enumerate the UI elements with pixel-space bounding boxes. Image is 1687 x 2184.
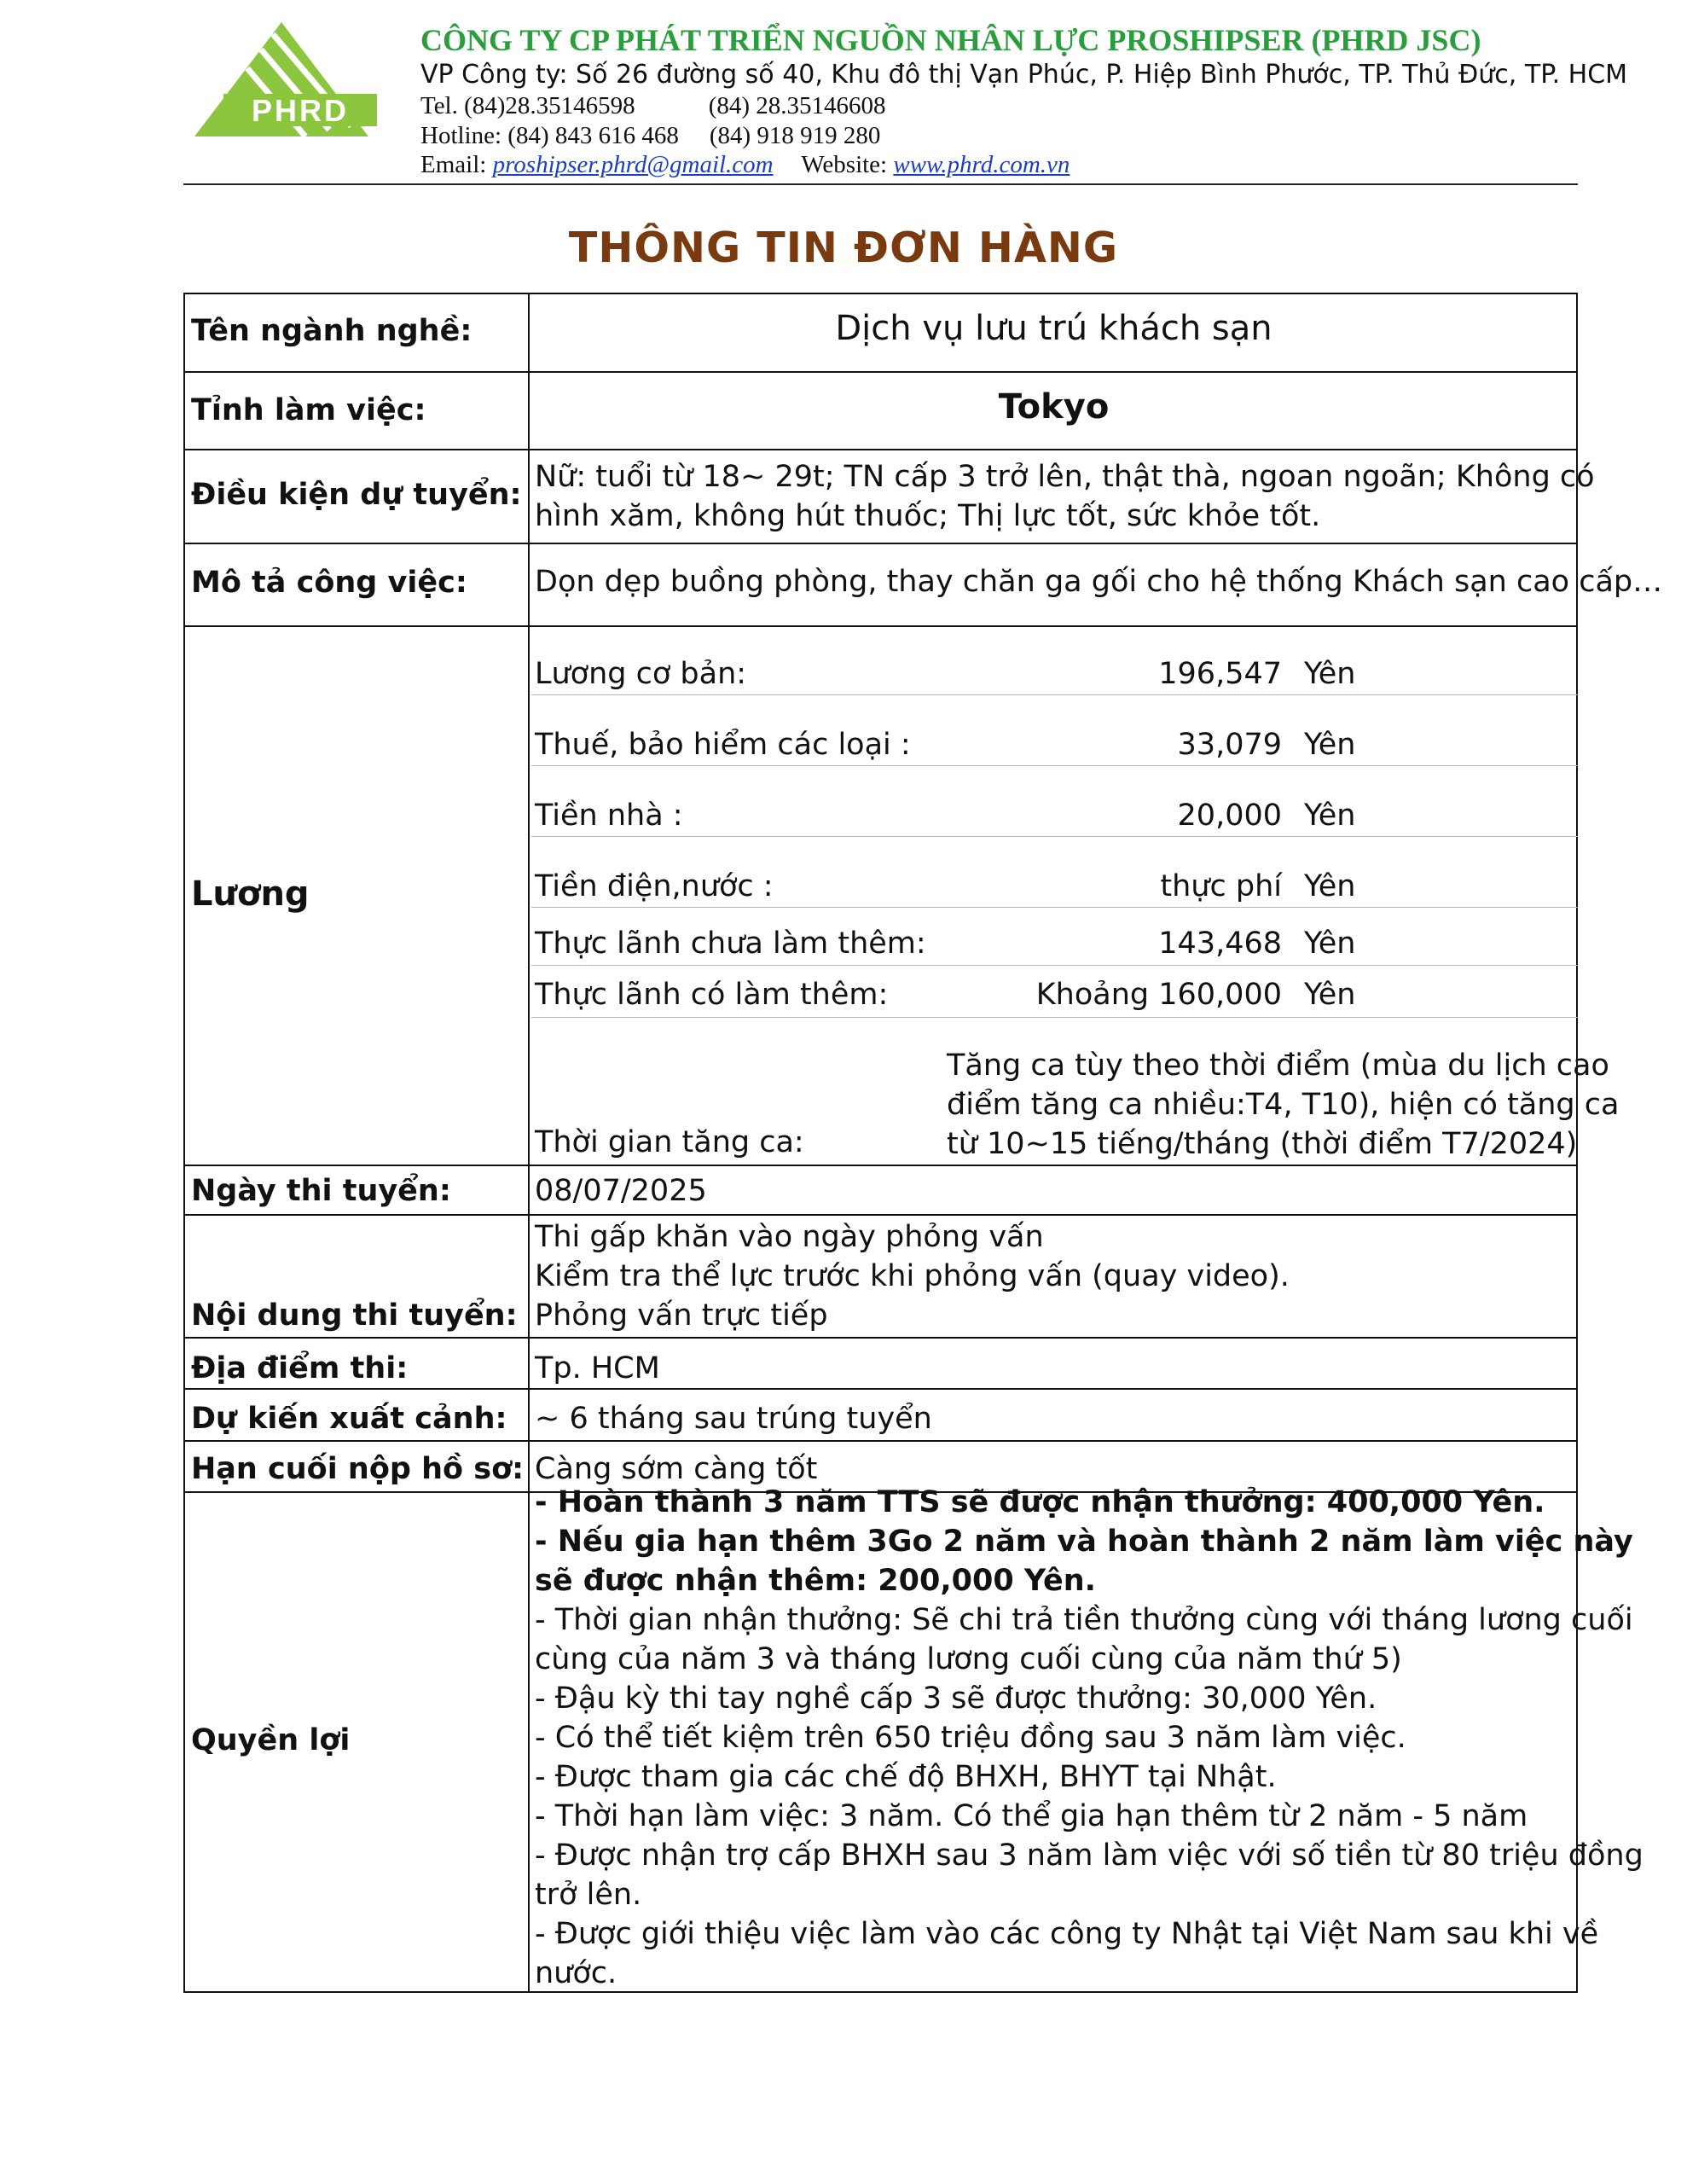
benefit-line: - Nếu gia hạn thêm 3Go 2 năm và hoàn thành 2 năm làm việc này [535, 1525, 1633, 1559]
row-divider [183, 1214, 1578, 1216]
exam-content-value: Thi gấp khăn vào ngày phỏng vấn Kiểm tra thể lực trước khi phỏng vấn (quay video). Phỏng vấn trực tiếp [535, 1220, 1290, 1333]
salary-item-unit: Yên [1304, 728, 1356, 762]
job-field-value: Dịch vụ lưu trú khách sạn [835, 309, 1272, 348]
benefit-line: - Được tham gia các chế độ BHXH, BHYT tại Nhật. [535, 1760, 1277, 1794]
company-contact: Email: proshipser.phrd@gmail.com Website: www.phrd.com.vn [420, 151, 1070, 178]
salary-item-amount: 143,468 [1158, 926, 1282, 961]
row-divider [183, 1337, 1578, 1339]
row-divider [183, 625, 1578, 627]
job-description-label: Mô tả công việc: [191, 566, 467, 600]
benefits-value [535, 1483, 1644, 1993]
salary-item-unit: Yên [1304, 869, 1356, 903]
job-description-value: Dọn dẹp buồng phòng, thay chăn ga gối cho hệ thống Khách sạn cao cấp… [535, 565, 1663, 599]
exam-location-value: Tp. HCM [535, 1351, 660, 1385]
salary-item-label: Thực lãnh chưa làm thêm: [535, 926, 926, 961]
salary-item-amount: 196,547 [1158, 657, 1282, 691]
salary-item-amount: Khoảng 160,000 [1035, 978, 1282, 1012]
benefit-line: - Thời gian nhận thưởng: Sẽ chi trả tiền thưởng cùng với tháng lương cuối [535, 1603, 1633, 1637]
benefits-label: Quyền lợi [191, 1723, 351, 1757]
benefit-line: - Được giới thiệu việc làm vào các công ty Nhật tại Việt Nam sau khi về [535, 1917, 1599, 1951]
salary-item-label: Thực lãnh có làm thêm: [535, 978, 889, 1012]
row-divider [183, 1440, 1578, 1442]
benefit-line: - Được nhận trợ cấp BHXH sau 3 năm làm việc với số tiền từ 80 triệu đồng [535, 1838, 1644, 1873]
row-divider [183, 449, 1578, 450]
requirements-value: Nữ: tuổi từ 18~ 29t; TN cấp 3 trở lên, thật thà, ngoan ngoãn; Không có hình xăm, không hút thuốc; Thị lực tốt, sức khỏe tốt. [535, 460, 1595, 533]
benefit-line: - Có thể tiết kiệm trên 650 triệu đồng sau 3 năm làm việc. [535, 1721, 1406, 1755]
salary-divider [531, 765, 1578, 766]
salary-divider [531, 907, 1578, 908]
page-title: THÔNG TIN ĐƠN HÀNG [568, 224, 1119, 272]
salary-item-unit: Yên [1304, 926, 1356, 961]
salary-divider [531, 836, 1578, 837]
salary-divider [531, 965, 1578, 966]
benefit-line: - Đậu kỳ thi tay nghề cấp 3 sẽ được thưởng: 30,000 Yên. [535, 1682, 1377, 1716]
row-divider [183, 543, 1578, 544]
overtime-value: Tăng ca tùy theo thời điểm (mùa du lịch cao điểm tăng ca nhiều:T4, T10), hiện có tăng ca từ 10~15 tiếng/tháng (thời điểm T7/2024) [947, 1048, 1620, 1161]
deadline-label: Hạn cuối nộp hồ sơ: [191, 1452, 525, 1486]
salary-divider [531, 1017, 1578, 1018]
work-province-value: Tokyo [998, 387, 1110, 427]
overtime-label: Thời gian tăng ca: [535, 1125, 804, 1159]
row-divider [183, 371, 1578, 373]
salary-item-unit: Yên [1304, 657, 1356, 691]
website-link[interactable]: www.phrd.com.vn [893, 151, 1070, 178]
table-column-divider [528, 293, 530, 1993]
exam-location-label: Địa điểm thi: [191, 1351, 409, 1385]
salary-divider [531, 694, 1578, 695]
salary-item-label: Lương cơ bản: [535, 657, 747, 691]
company-name: CÔNG TY CP PHÁT TRIỂN NGUỒN NHÂN LỰC PROSHIPSER (PHRD JSC) [420, 23, 1481, 57]
salary-item-amount: thực phí [1160, 869, 1282, 903]
departure-value: ~ 6 tháng sau trúng tuyển [535, 1402, 932, 1436]
work-province-label: Tỉnh làm việc: [191, 393, 426, 427]
salary-label: Lương [191, 874, 310, 914]
benefit-line: - Hoàn thành 3 năm TTS sẽ được nhận thưởng: 400,000 Yên. [535, 1485, 1545, 1519]
header-divider [183, 183, 1578, 185]
benefit-line: trở lên. [535, 1878, 642, 1912]
row-divider [183, 1165, 1578, 1166]
salary-item-label: Tiền điện,nước : [535, 869, 774, 903]
exam-content-label: Nội dung thi tuyển: [191, 1298, 518, 1333]
salary-item-label: Thuế, bảo hiểm các loại : [535, 728, 911, 762]
deadline-value: Càng sớm càng tốt [535, 1452, 818, 1486]
email-link[interactable]: proshipser.phrd@gmail.com [492, 151, 774, 178]
benefit-line: nước. [535, 1956, 617, 1990]
salary-item-unit: Yên [1304, 978, 1356, 1012]
departure-label: Dự kiến xuất cảnh: [191, 1402, 507, 1436]
company-address: VP Công ty: Số 26 đường số 40, Khu đô thị Vạn Phúc, P. Hiệp Bình Phước, TP. Thủ Đức, TP. HCM [420, 60, 1628, 90]
salary-item-amount: 33,079 [1177, 728, 1282, 762]
salary-item-label: Tiền nhà : [535, 799, 683, 833]
benefit-line: cùng của năm 3 và tháng lương cuối cùng của năm thứ 5) [535, 1642, 1402, 1676]
company-tel: Tel. (84)28.35146598 (84) 28.35146608 [420, 92, 886, 119]
benefit-line: - Thời hạn làm việc: 3 năm. Có thể gia hạn thêm từ 2 năm - 5 năm [535, 1799, 1528, 1833]
row-divider [183, 1388, 1578, 1390]
exam-date-label: Ngày thi tuyển: [191, 1174, 451, 1208]
requirements-label: Điều kiện dự tuyển: [191, 478, 522, 512]
exam-date-value: 08/07/2025 [535, 1174, 707, 1208]
salary-item-amount: 20,000 [1177, 799, 1282, 833]
salary-item-unit: Yên [1304, 799, 1356, 833]
svg-text:PHRD: PHRD [251, 93, 350, 128]
phrd-logo [188, 15, 409, 143]
job-field-label: Tên ngành nghề: [191, 314, 472, 348]
company-hotline: Hotline: (84) 843 616 468 (84) 918 919 280 [420, 122, 881, 149]
benefit-line: sẽ được nhận thêm: 200,000 Yên. [535, 1564, 1096, 1598]
